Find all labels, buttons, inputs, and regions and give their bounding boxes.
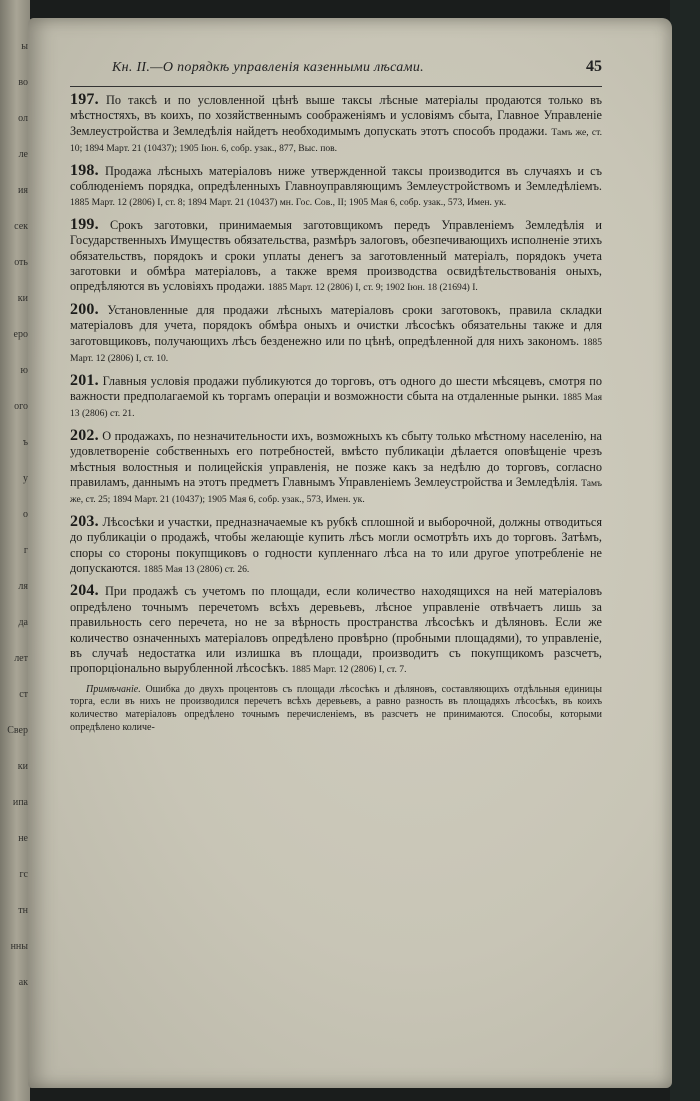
article-citation: 1885 Март. 12 (2806) I, ст. 9; 1902 Іюн. 18 (21694) I.	[267, 282, 478, 294]
article-203	[70, 514, 602, 578]
article-text: При продажѣ съ учетомъ по площади, если количество находящихся на ней матеріаловъ опредѣлено точнымъ перечетомъ всѣхъ деревьевъ, лѣсное управленіе отвѣчаетъ лишь за правильность сего перечета, но не за вѣрность пространства лѣсосѣкъ и дѣляновъ. Если же количество означенныхъ матеріаловъ опредѣлено провѣрно (пробными площадями), то управленіе, въ случаѣ недостатка или излишка въ площади, производитъ съ покупщикомъ разсчетъ, пропорціонально вырубленной лѣсосѣкъ.	[70, 584, 602, 676]
article-text: Срокъ заготовки, принимаемыя заготовщикомъ передъ Управленіемъ Земледѣлія и Государственныхъ Имуществъ обязательства, размѣръ залоговъ, обезпечивающихъ исполненіе этихъ обязательствъ, порядокъ и сроки уплаты денегъ за заготовленный матеріалъ, порядокъ учета заготовки и обмѣра матеріаловъ, а также время производства освидѣтельствованія оныхъ, опредѣляются въ условіяхъ продажи.	[70, 217, 603, 294]
article-citation: 1885 Март. 12 (2806) I, ст. 7.	[291, 664, 407, 676]
note-label: Примѣчаніе.	[86, 683, 141, 695]
left-page-fragment: не	[18, 833, 28, 844]
article-citation: 1885 Март. 12 (2806) I, ст. 8; 1894 Март. 21 (10437) мн. Гос. Сов., II; 1905 Мая 6, собр. узак., 573, Имен. ук.	[70, 197, 507, 209]
left-page-fragment: ия	[18, 185, 28, 196]
article-199	[70, 217, 602, 296]
article-number: 200.	[70, 300, 99, 318]
article-citation: 1885 Мая 13 (2806) ст. 26.	[143, 563, 250, 575]
article-201	[70, 373, 602, 422]
article-number: 204.	[70, 582, 99, 600]
left-page-fragment: о	[23, 509, 28, 520]
article-197	[70, 92, 602, 157]
left-page-fragment: сек	[14, 221, 28, 232]
left-page-fragment: нны	[10, 941, 28, 952]
left-page-fragment: ки	[17, 761, 28, 772]
left-page-fragment: во	[18, 77, 28, 88]
left-page-fragment: ого	[14, 401, 28, 412]
footnote	[70, 684, 602, 734]
page-number: 45	[586, 58, 602, 75]
left-page-fragment: ол	[18, 113, 28, 124]
article-number: 202.	[70, 426, 99, 444]
article-text: Главныя условія продажи публикуются до торговъ, отъ одного до шести мѣсяцевъ, смотря по важности предполагаемой къ торгамъ операціи и возможности сбыта на отдаленные рынки.	[70, 373, 602, 403]
adjacent-page-edge	[0, 0, 30, 1101]
article-number: 203.	[70, 512, 99, 530]
left-page-fragment: тн	[18, 905, 28, 916]
left-page-fragment: лет	[14, 653, 28, 664]
left-page-fragment: ля	[18, 581, 28, 592]
page-body	[70, 92, 602, 744]
article-204	[70, 583, 602, 677]
left-page-fragment: ипа	[12, 797, 28, 808]
left-page-fragment: ле	[18, 149, 28, 160]
left-page-fragment: ст	[19, 689, 28, 700]
article-text: Установленные для продажи лѣсныхъ матеріаловъ сроки заготовокъ, правила складки матеріаловъ для учета, порядокъ обмѣра оныхъ и очистки лѣсосѣкъ обязательны также и для заготовщиковъ, получающихъ лѣсъ безденежно или по цѣнѣ, опредѣленной для нихъ закономъ.	[70, 302, 602, 348]
article-citation: Тамъ же, ст. 25; 1894 Март. 21 (10437); 1905 Мая 6, собр. узак., 573, Имен. ук.	[70, 477, 602, 506]
article-citation: Тамъ же, ст. 10; 1894 Март. 21 (10437); 1905 Іюн. 6, собр. узак., 877, Выс. пов.	[70, 126, 602, 155]
article-citation: 1885 Март. 12 (2806) I, ст. 10.	[70, 336, 603, 365]
left-page-fragment: г	[23, 545, 28, 556]
article-number: 199.	[70, 215, 99, 233]
article-text: Лѣсосѣки и участки, предназначаемые къ рубкѣ сплошной и выборочной, должны отводиться до публикаціи о продажѣ, чтобы желающіе купить лѣсъ могли осмотрѣть ихъ до торговъ. Затѣмъ, споры со стороны покупщиковъ о годности купленнаго лѣса на то или другое употребленіе не допускаются.	[70, 514, 602, 575]
left-page-fragment: ки	[17, 293, 28, 304]
running-header	[112, 60, 602, 80]
left-page-fragment: ю	[20, 365, 28, 376]
note-text: Ошибка до двухъ процентовъ съ площади лѣсосѣкъ и дѣляновъ, составляющихъ отдѣльныя единицы торга, если въ нихъ не производился перечетъ всѣхъ деревьевъ, а равно разность въ площадяхъ лѣсосѣкъ, въ коихъ количество матеріаловъ опредѣлено точнымъ перечисленіемъ, въ разсчетъ не принимаются. Способы, которыми опредѣлено количе-	[70, 683, 602, 733]
left-page-fragment: оть	[14, 257, 28, 268]
article-200	[70, 302, 602, 367]
left-page-fragment: ы	[21, 41, 28, 52]
left-page-fragment: да	[18, 617, 28, 628]
article-202	[70, 428, 602, 508]
header-title: Кн. II.—О порядкѣ управленія казенными лѣсами.	[112, 60, 424, 75]
left-page-fragment: у	[23, 473, 28, 484]
article-number: 198.	[70, 161, 99, 179]
left-page-fragment: ак	[18, 977, 28, 988]
left-page-fragment: ъ	[22, 437, 28, 448]
book-binding	[670, 0, 700, 1101]
article-text: Продажа лѣсныхъ матеріаловъ ниже утвержденной таксы производится въ случаяхъ и съ соблюденіемъ порядка, опредѣленныхъ Главноуправляющимъ Землеустройствомъ и Земледѣліемъ.	[70, 163, 602, 194]
left-page-fragment: еро	[13, 329, 28, 340]
article-number: 201.	[70, 371, 99, 389]
left-page-fragment: гс	[19, 869, 28, 880]
article-number: 197.	[70, 91, 99, 108]
left-page-fragment: Свер	[7, 725, 28, 736]
article-citation: 1885 Мая 13 (2806) ст. 21.	[70, 391, 602, 420]
article-198	[70, 163, 602, 211]
article-text: По таксѣ и по условленной цѣнѣ выше таксы лѣсные матеріалы продаются только въ мѣстностяхъ, въ коихъ, по хозяйственнымъ соображеніямъ и условіямъ сбыта, Главное Управленіе Землеустройства и Земледѣлія найдетъ необходимымъ допускать этотъ способъ продажи.	[70, 93, 602, 138]
header-rule	[70, 86, 602, 87]
article-text: О продажахъ, по незначительности ихъ, возможныхъ къ сбыту только мѣстному населенію, на удовлетвореніе собственныхъ его потребностей, вмѣсто публикаціи дѣлается оповѣщеніе чрезъ мѣстныя волостныя и полицейскія управленія, не позже какъ за недѣлю до торговъ, согласно правиламъ, даннымъ на этотъ предметъ Главнымъ Управленіемъ Землеустройства и Земледѣлія.	[70, 428, 602, 489]
